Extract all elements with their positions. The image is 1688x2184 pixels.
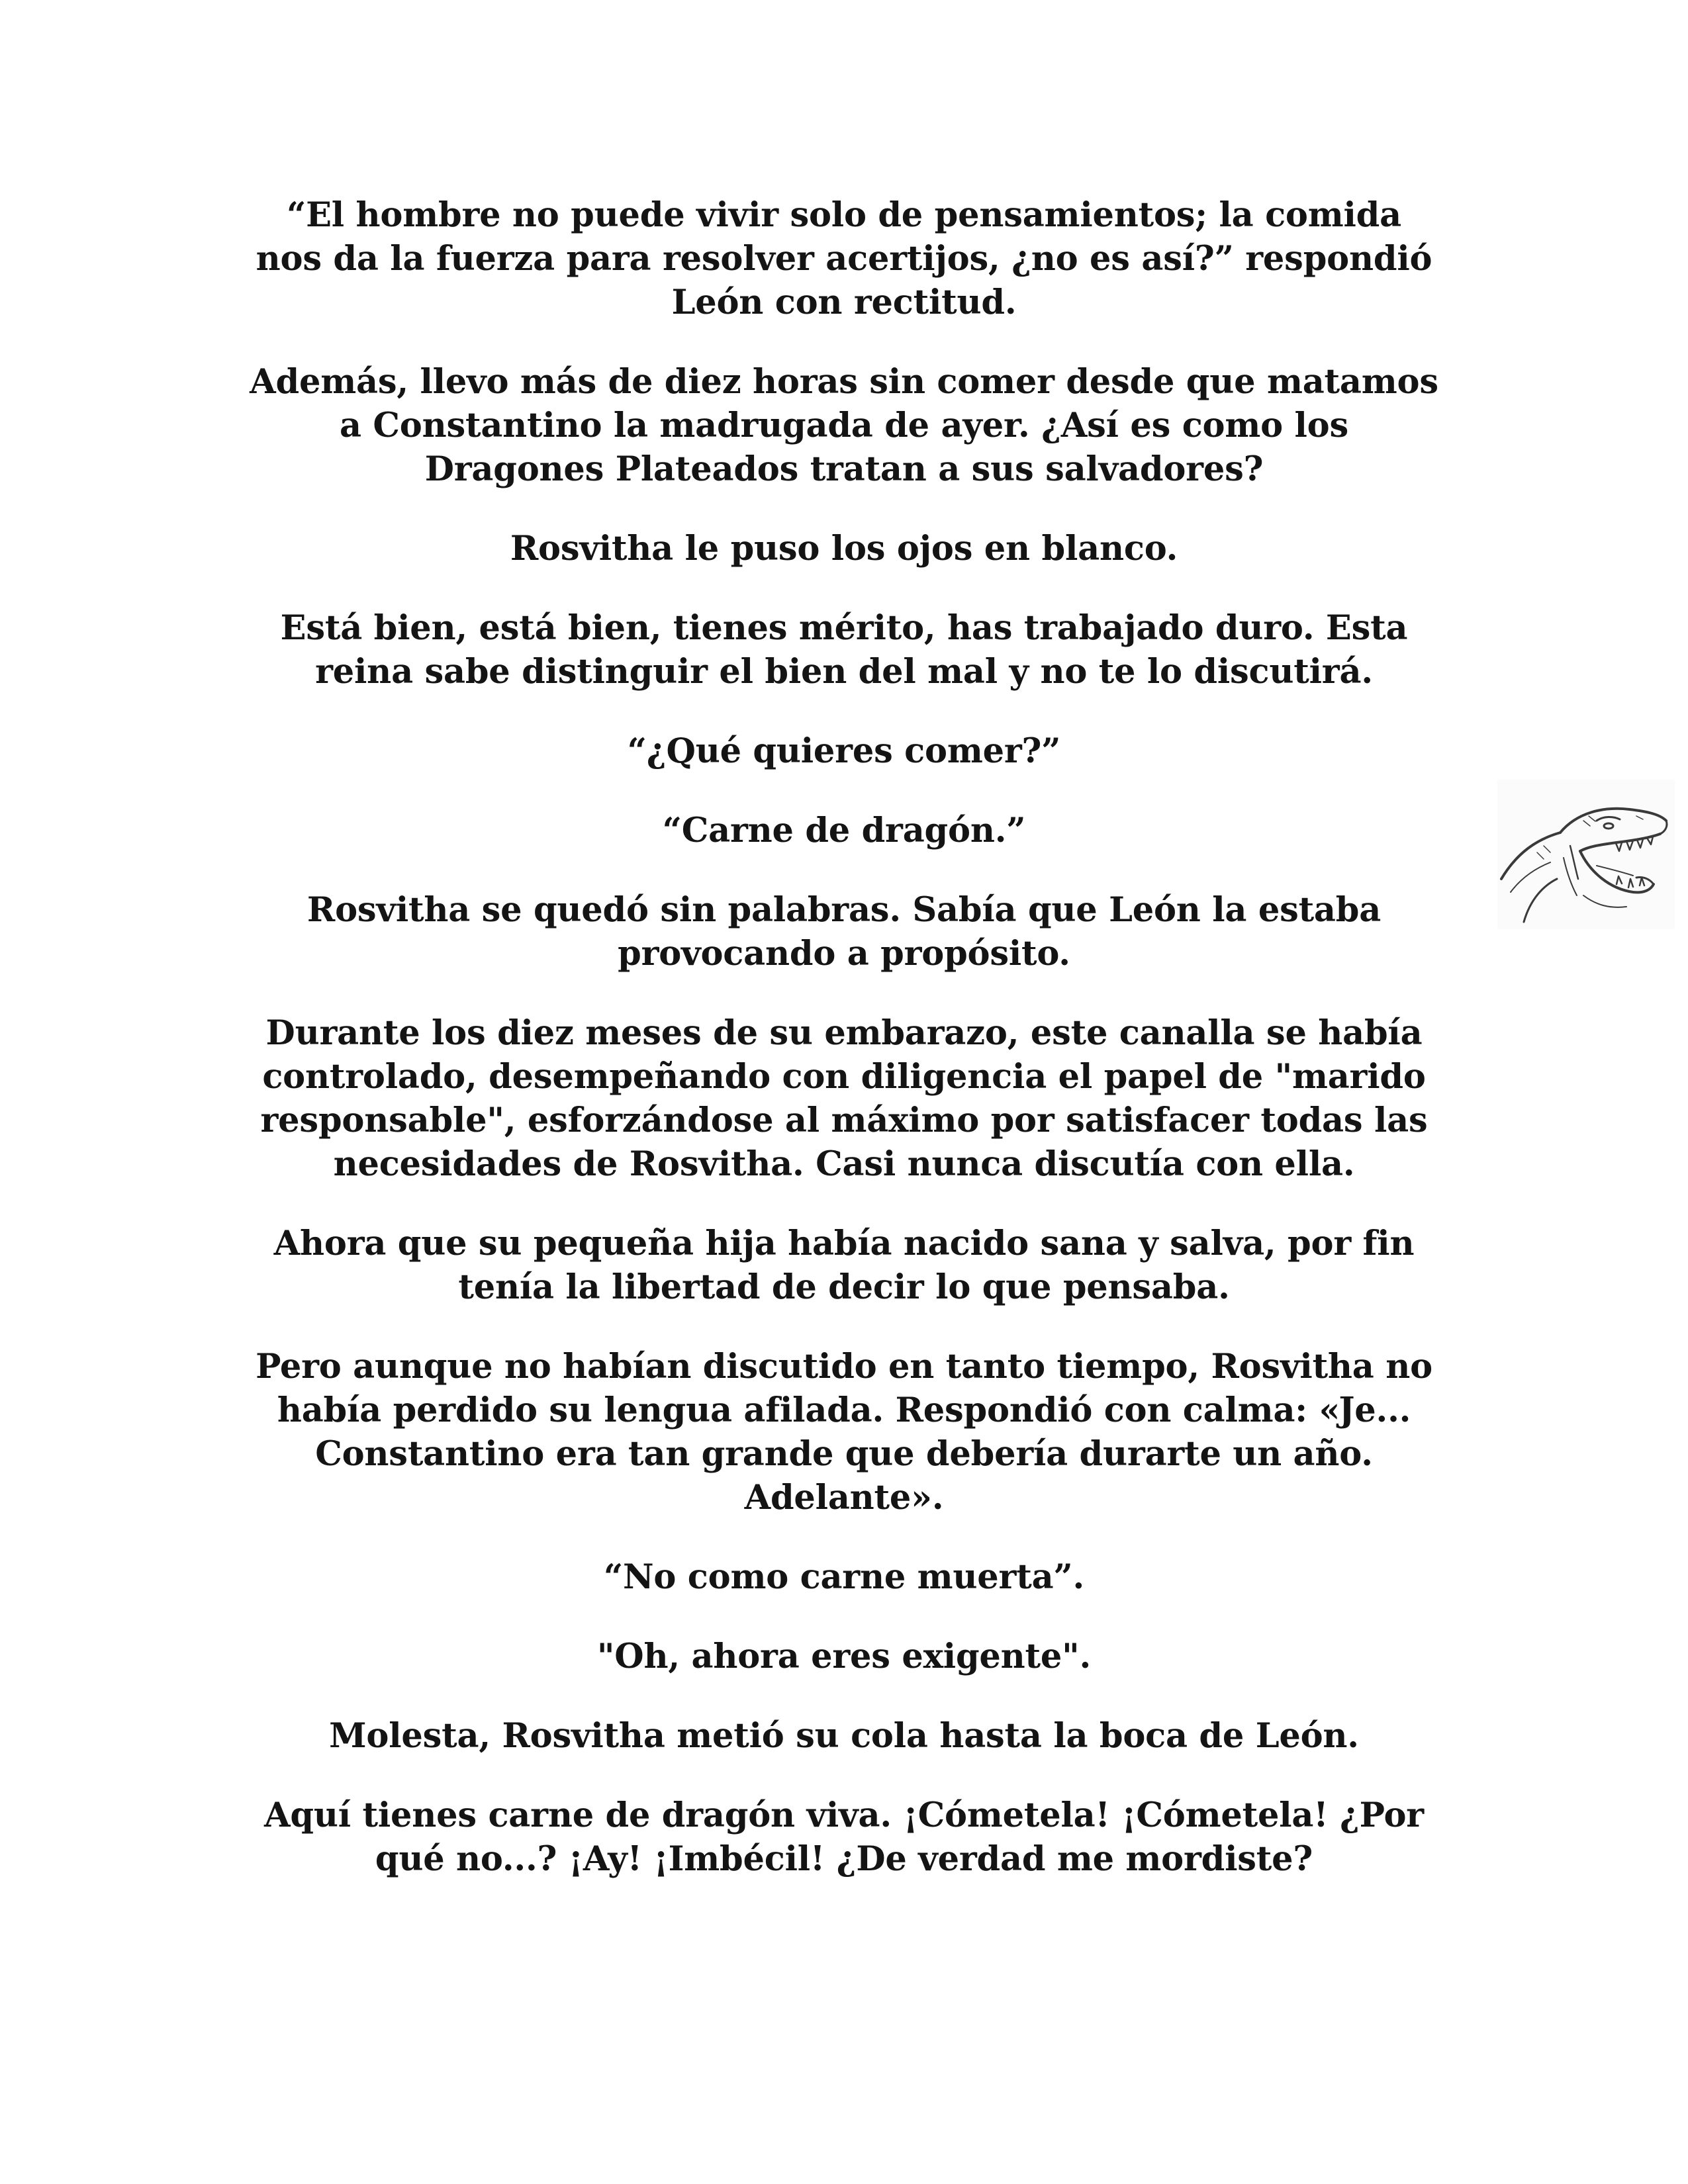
paragraph [225, 1345, 1463, 1520]
text-line: Constantino era tan grande que debería durarte un año. [315, 1434, 1373, 1474]
text-line: “Carne de dragón.” [662, 811, 1026, 850]
text-line: a Constantino la madrugada de ayer. ¿Así es como los [339, 406, 1349, 445]
text-line: Rosvitha se quedó sin palabras. Sabía que León la estaba [306, 890, 1382, 930]
dinosaur-head-sketch-icon [1497, 780, 1675, 929]
text-line: Molesta, Rosvitha metió su cola hasta la boca de León. [329, 1716, 1359, 1756]
text-line: Rosvitha le puso los ojos en blanco. [510, 529, 1178, 569]
text-line: Pero aunque no habían discutido en tanto tiempo, Rosvitha no [256, 1347, 1432, 1387]
text-line: Dragones Plateados tratan a sus salvadores? [424, 449, 1264, 489]
text-line: responsable", esforzándose al máximo por satisfacer todas las [260, 1101, 1428, 1140]
paragraph [225, 1555, 1463, 1599]
paragraph [225, 1635, 1463, 1678]
paragraph [225, 193, 1463, 324]
paragraph [225, 809, 1463, 852]
text-line: “El hombre no puede vivir solo de pensamientos; la comida [287, 195, 1401, 235]
text-line: tenía la libertad de decir lo que pensaba. [458, 1267, 1230, 1307]
text-line: León con rectitud. [671, 283, 1017, 322]
document-body [225, 193, 1463, 1917]
text-line: Ahora que su pequeña hija había nacido sana y salva, por fin [273, 1224, 1415, 1263]
text-line: provocando a propósito. [618, 934, 1070, 974]
paragraph [225, 527, 1463, 570]
text-line: “No como carne muerta”. [603, 1557, 1085, 1597]
text-line: reina sabe distinguir el bien del mal y no te lo discutirá. [315, 652, 1373, 692]
text-line: "Oh, ahora eres exigente". [596, 1637, 1092, 1676]
paragraph [225, 1714, 1463, 1758]
text-line: Además, llevo más de diez horas sin comer desde que matamos [250, 362, 1438, 402]
paragraph [225, 1794, 1463, 1881]
text-line: Durante los diez meses de su embarazo, este canalla se había [265, 1013, 1423, 1053]
text-line: “¿Qué quieres comer?” [627, 731, 1061, 771]
text-line: necesidades de Rosvitha. Casi nunca discutía con ella. [333, 1144, 1355, 1184]
text-line: controlado, desempeñando con diligencia el papel de "marido [262, 1057, 1426, 1097]
paragraph [225, 1011, 1463, 1186]
paragraph [225, 888, 1463, 976]
text-line: Está bien, está bien, tienes mérito, has trabajado duro. Esta [280, 608, 1408, 648]
dinosaur-sketch-svg [1497, 780, 1675, 929]
paragraph [225, 1222, 1463, 1309]
paragraph [225, 729, 1463, 773]
paragraph [225, 360, 1463, 491]
text-line: qué no...? ¡Ay! ¡Imbécil! ¿De verdad me mordiste? [375, 1839, 1313, 1879]
text-line: Aquí tienes carne de dragón viva. ¡Cómetela! ¡Cómetela! ¿Por [264, 1796, 1424, 1835]
text-line: Adelante». [744, 1478, 944, 1518]
text-line: nos da la fuerza para resolver acertijos, ¿no es así?” respondió [256, 239, 1432, 279]
paragraph [225, 606, 1463, 694]
text-line: había perdido su lengua afilada. Respondió con calma: «Je... [277, 1390, 1411, 1430]
